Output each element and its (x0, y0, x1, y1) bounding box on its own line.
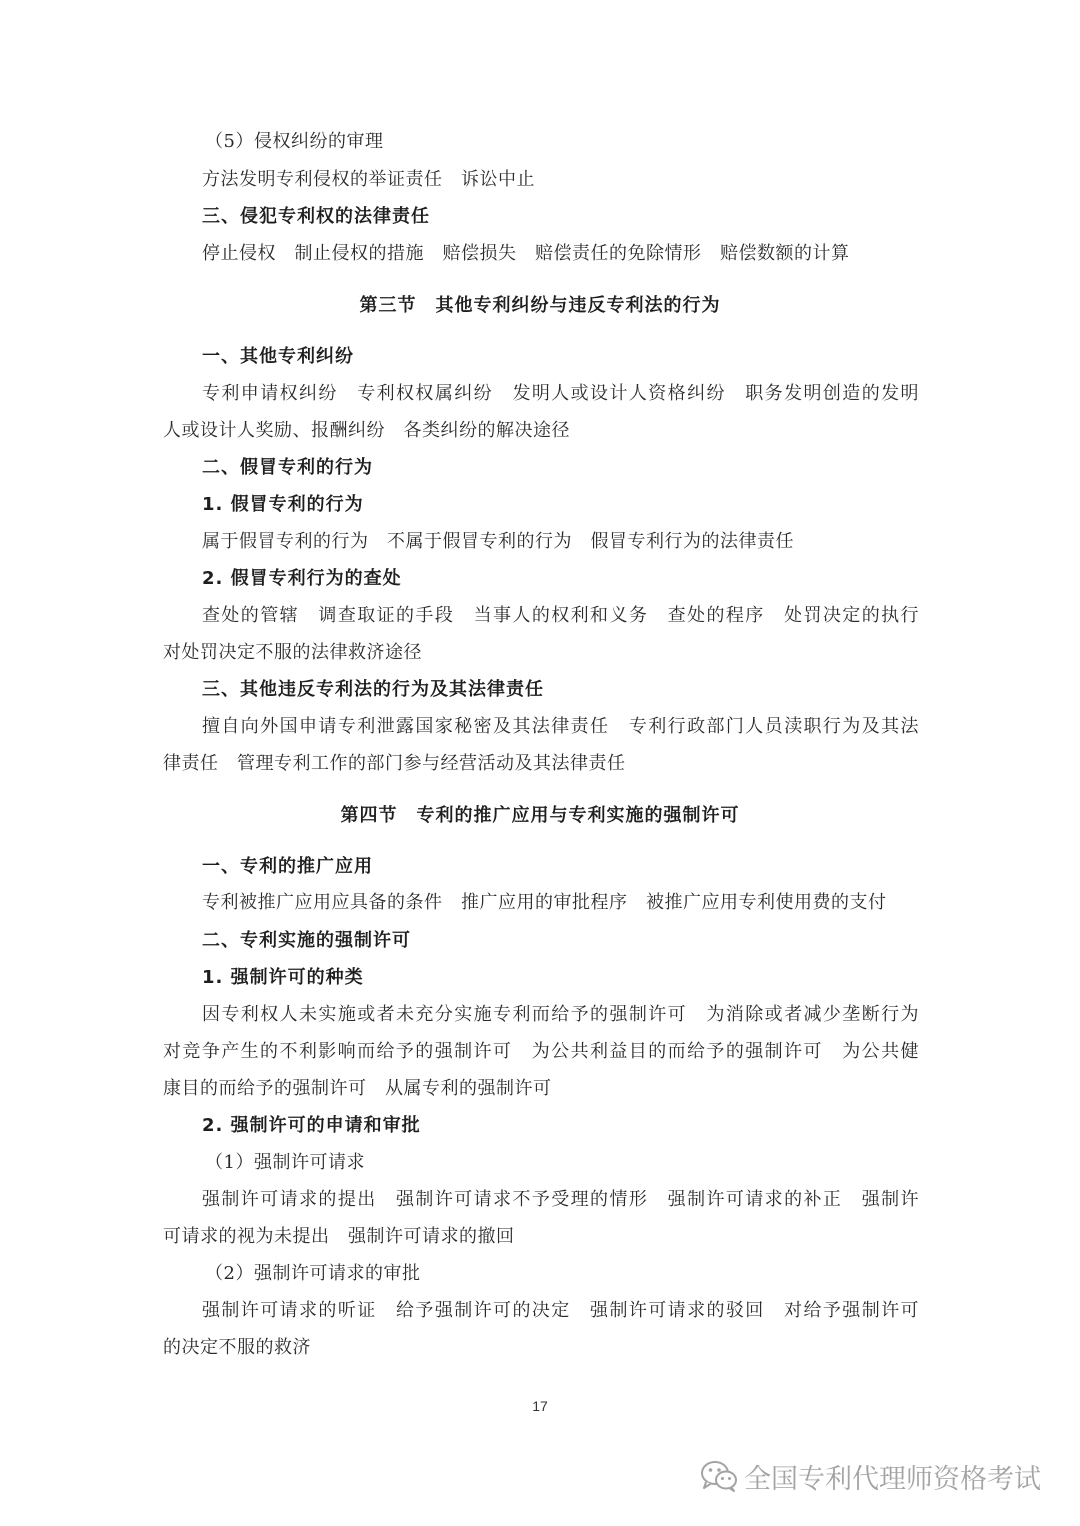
text-line: 因专利权人未实施或者未充分实施专利而给予的强制许可 为消除或者减少垄断行为 (202, 1004, 919, 1025)
section-heading: 三、侵犯专利权的法律责任 (202, 206, 430, 227)
text-line: 的决定不服的救济 (163, 1337, 311, 1358)
text-line: 方法发明专利侵权的举证责任 诉讼中止 (202, 169, 535, 190)
watermark-text: 全国专利代理师资格考试 (744, 1463, 1041, 1495)
text-line: 强制许可请求的提出 强制许可请求不予受理的情形 强制许可请求的补正 强制许 (202, 1189, 919, 1210)
section-heading: 二、假冒专利的行为 (202, 457, 373, 478)
section-heading: 二、专利实施的强制许可 (202, 930, 411, 951)
text-line: 专利申请权纠纷 专利权权属纠纷 发明人或设计人资格纠纷 职务发明创造的发明 (202, 383, 919, 404)
text-line: 人或设计人奖励、报酬纠纷 各类纠纷的解决途径 (163, 420, 570, 441)
text-line: 属于假冒专利的行为 不属于假冒专利的行为 假冒专利行为的法律责任 (202, 531, 794, 552)
text-line: 律责任 管理专利工作的部门参与经营活动及其法律责任 (163, 753, 626, 774)
text-line: 擅自向外国申请专利泄露国家秘密及其法律责任 专利行政部门人员渎职行为及其法 (202, 716, 919, 737)
chapter-section-heading-4: 第四节 专利的推广应用与专利实施的强制许可 (340, 805, 740, 826)
page-number: 17 (532, 1398, 548, 1414)
subsection-heading: 1. 强制许可的种类 (202, 967, 364, 988)
section-heading: 三、其他违反专利法的行为及其法律责任 (202, 679, 544, 700)
section-heading: 一、其他专利纠纷 (202, 346, 354, 367)
text-line: 对竞争产生的不利影响而给予的强制许可 为公共利益目的而给予的强制许可 为公共健 (163, 1041, 919, 1062)
text-line: 专利被推广应用应具备的条件 推广应用的审批程序 被推广应用专利使用费的支付 (202, 892, 887, 913)
text-line: 康目的而给予的强制许可 从属专利的强制许可 (163, 1078, 552, 1099)
subsection-heading: 1. 假冒专利的行为 (202, 494, 364, 515)
subsection-2-title: （2）强制许可请求的审批 (205, 1263, 421, 1284)
text-line: 查处的管辖 调查取证的手段 当事人的权利和义务 查处的程序 处罚决定的执行 (202, 605, 919, 626)
text-line: 对处罚决定不服的法律救济途径 (163, 642, 422, 663)
subsection-heading: 2. 强制许可的申请和审批 (202, 1115, 421, 1136)
wechat-icon (700, 1460, 738, 1492)
section-heading: 一、专利的推广应用 (202, 856, 373, 877)
subsection-1-title: （1）强制许可请求 (205, 1152, 365, 1173)
text-line: 可请求的视为未提出 强制许可请求的撤回 (163, 1226, 515, 1247)
watermark (700, 1456, 1041, 1496)
subsection-5-title: （5）侵权纠纷的审理 (205, 131, 384, 152)
text-line: 停止侵权 制止侵权的措施 赔偿损失 赔偿责任的免除情形 赔偿数额的计算 (202, 243, 850, 264)
subsection-heading: 2. 假冒专利行为的查处 (202, 568, 402, 589)
chapter-section-heading-3: 第三节 其他专利纠纷与违反专利法的行为 (359, 295, 721, 316)
text-line: 强制许可请求的听证 给予强制许可的决定 强制许可请求的驳回 对给予强制许可 (202, 1300, 919, 1321)
